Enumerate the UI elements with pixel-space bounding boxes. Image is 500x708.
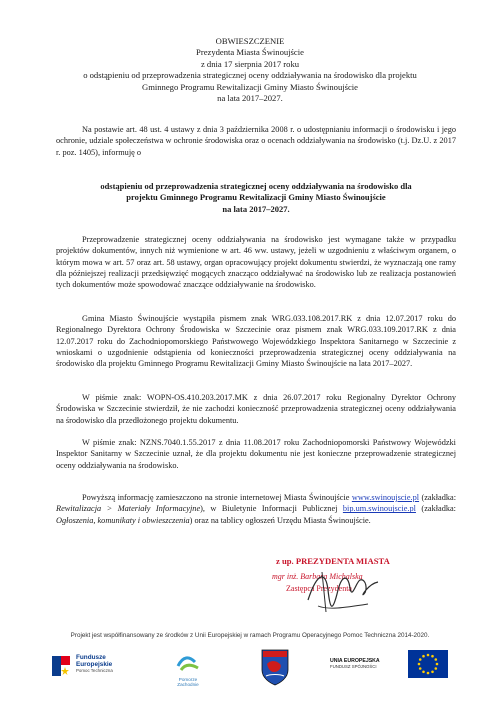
swinoujscie-coat-of-arms (260, 648, 290, 691)
decision-title (56, 181, 456, 215)
paragraph-application: Gmina Miasto Świnoujście wystąpiła pismem znak WRG.033.108.2017.RK z dnia 12.07.2017 roku do Regionalnego Dyrektora Ochrony Środowiska w Szczecinie oraz pismem znak WRG.033.109.2017.RK z dnia 12.07.2017 roku do Zachodniopomorskiego Państwowego Wojewódzkiego Inspektora Sanitarnego w Szczecinie z wnioskami o uzgodnienie odstąpienia od konieczności przeprowadzenia strategicznej oceny oddziaływania na środowisko dla projektu Gminnego Programu Rewitalizacji Gminy Miasto Świnoujście na lata 2017–2027. (56, 314, 456, 369)
pz-line-1: Pomorze (178, 677, 198, 682)
fe-line-1: Fundusze (76, 654, 106, 661)
pomorze-wave-icon (175, 650, 201, 672)
paragraph-sanepid-decision: W piśmie znak: NZNS.7040.1.55.2017 z dnia 11.08.2017 roku Zachodniopomorski Państwowy Wojewódzki Inspektor Sanitarny w Szczecinie uznał, że dla projektu dokumentu nie jest konieczne przeprowadzenie strategicznej oceny oddziaływania na środowisko. (56, 438, 456, 470)
paragraph-requirement: Przeprowadzenie strategicznej oceny oddziaływania na środowisko jest wymagane także w przypadku projektów dokumentów, innych niż wymienione w art. 46 ww. ustawy, jeżeli w uzgodnieniu z właściwym organem, o którym mowa w art. 57 oraz art. 58 ustawy, organ opracowujący projekt dokumentu stwierdzi, że wyznaczają one ramy dla późniejszej realizacji przedsięwzięć mogących znacząco oddziaływać na środowisko lub ze realizacja postanowień tych dokumentów może spowodować znaczące oddziaływanie na środowisko. (56, 235, 456, 290)
header-subject-2: Gminnego Programu Rewitalizacji Gminy Miasto Świnoujście (141, 81, 358, 92)
fe-line-2: Europejskie (76, 661, 113, 668)
coat-of-arms-icon (260, 648, 290, 686)
bip-link[interactable]: bip.um.swinoujscie.pl (342, 504, 416, 514)
publication-text-3: ), w Biuletynie Informacji Publicznej (200, 504, 343, 514)
publication-tab-2: Ogłoszenia, komunikaty i obwieszczenia (56, 515, 190, 525)
publication-tab-1: Rewitalizacja > Materiały Informacyjne (56, 504, 201, 514)
signature-stamp (268, 556, 408, 626)
handwritten-signature (298, 560, 388, 620)
ue-line-2: FUNDUSZ SPÓJNOŚCI (330, 664, 377, 669)
header-title: OBWIESZCZENIE (215, 36, 285, 46)
eu-flag-icon (408, 650, 448, 678)
decision-title-line-1: odstąpieniu od przeprowadzenia strategicznej oceny oddziaływania na środowisko dla (100, 181, 412, 191)
publication-text-4: (zakładka: (415, 504, 456, 514)
announcement-header (40, 36, 460, 104)
fe-sub: Pomoc Techniczna (76, 668, 113, 673)
pomorze-zachodnie-logo (168, 650, 208, 687)
unia-europejska-text (330, 658, 380, 669)
ue-line-1: UNIA EUROPEJSKA (330, 658, 380, 664)
fe-star-icon (50, 654, 72, 678)
publication-text-5: ) oraz na tablicy ogłoszeń Urzędu Miasta Świnoujście. (189, 515, 371, 525)
signature-name: mgr inż. Barbara Michalska (272, 572, 363, 581)
paragraph-publication (56, 492, 456, 526)
paragraph-rdos-decision: W piśmie znak: WOPN-OS.410.203.2017.MK z dnia 26.07.2017 roku Regionalny Dyrektor Ochrony Środowiska w Szczecinie stwierdził, że nie zachodzi konieczność przeprowadzenia strategicznej oceny oddziaływania na środowisko dla przedłożonego projektu dokumentu. (56, 393, 456, 425)
decision-title-line-2: projektu Gminnego Programu Rewitalizacji Gminy Miasto Świnoujście (126, 192, 386, 203)
eu-flag (408, 650, 448, 683)
signature-role: Zastępca Prezydenta (286, 584, 352, 593)
signature-title: z up. PREZYDENTA MIASTA (276, 556, 390, 566)
funding-logos (40, 646, 470, 696)
publication-text-1: Powyższą informację zamieszczono na stronie internetowej Miasta Świnoujście (82, 493, 350, 502)
header-date: z dnia 17 sierpnia 2017 roku (200, 58, 300, 69)
header-subject-3: na lata 2017–2027. (217, 93, 283, 104)
header-subject-1: o odstąpieniu od przeprowadzenia strategicznej oceny oddziaływania na środowisko dla projektu (83, 70, 417, 81)
intro-paragraph: Na postawie art. 48 ust. 4 ustawy z dnia 3 października 2008 r. o udostępnianiu informacji o środowisku i jego ochronie, udziale społeczeństwa w ochronie środowiska oraz o ocenach oddziaływania na środowisko (t.j. Dz.U. z 2017 r. poz. 1405), informuję o (56, 125, 456, 157)
header-issuer: Prezydenta Miasta Świnoujście (196, 47, 304, 58)
decision-title-line-3: na lata 2017–2027. (222, 203, 290, 214)
pz-line-2: Zachodnie (177, 682, 199, 687)
website-link[interactable]: www.swinoujscie.pl (351, 493, 420, 502)
publication-text-2: (zakładka: (419, 493, 457, 502)
funding-note: Projekt jest współfinansowany ze środków z Unii Europejskiej w ramach Programu Operacyjnego Pomoc Techniczna 2014-2020. (70, 632, 430, 639)
